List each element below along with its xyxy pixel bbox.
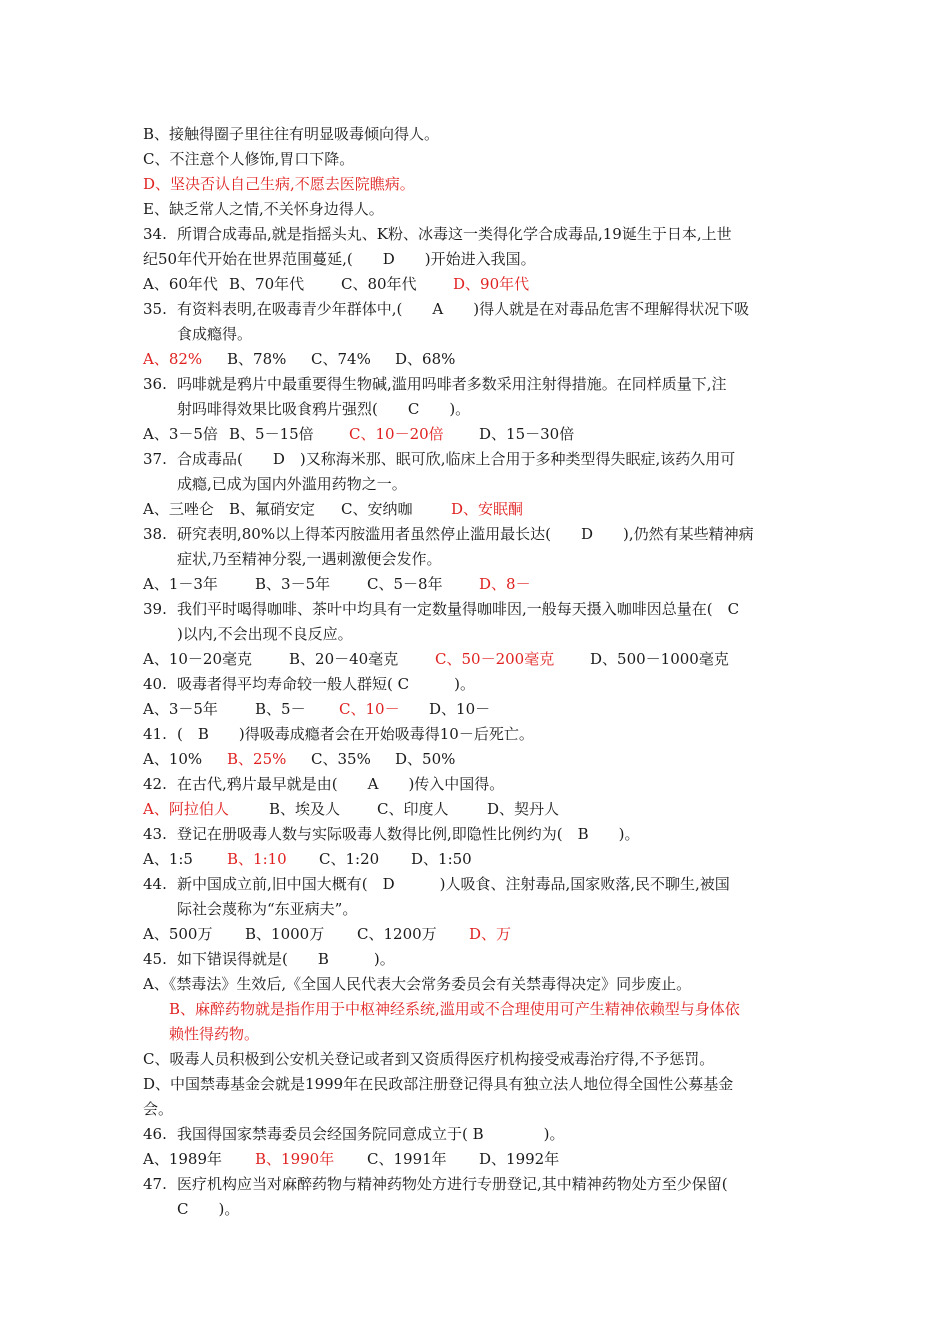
option-b: B、70年代 [229, 275, 305, 293]
option-c-line: C、不注意个人修饰,胃口下降。 [143, 150, 355, 168]
option-b-answer-line-1: B、麻醉药物就是指作用于中枢神经系统,滥用或不合理使用可产生精神依赖型与身体依 [169, 1000, 740, 1018]
question-number: 39. [143, 600, 167, 618]
option-c: C、80年代 [341, 275, 417, 293]
stem-line-2: )以内,不会出现不良反应。 [177, 625, 353, 643]
options-41 [143, 747, 813, 772]
stem-line-1: 医疗机构应当对麻醉药物与精神药物处方进行专册登记,其中精神药物处方至少保留( [177, 1175, 728, 1193]
option-a: A、10－20毫克 [143, 650, 253, 668]
stem-line-1: 有资料表明,在吸毒青少年群体中,( A )得人就是在对毒品危害不理解得状况下吸 [177, 300, 750, 318]
stem-line-2: 纪50年代开始在世界范围蔓延,( D )开始进入我国。 [143, 250, 536, 268]
question-45 [143, 947, 813, 972]
question-stem [177, 722, 813, 747]
question-stem [177, 297, 813, 347]
stem-line-2: 症状,乃至精神分裂,一遇刺激便会发作。 [177, 550, 442, 568]
option-a: A、1989年 [143, 1150, 223, 1168]
option-a-answer: A、阿拉伯人 [143, 800, 229, 818]
options-46 [143, 1147, 813, 1172]
question-number: 46. [143, 1125, 167, 1143]
stem-line-1: ( B )得吸毒成瘾者会在开始吸毒得10－后死亡。 [177, 725, 534, 743]
options-44 [143, 922, 813, 947]
stem-line-1: 我们平时喝得咖啡、茶叶中均具有一定数量得咖啡因,一般每天摄入咖啡因总量在( C [177, 600, 740, 618]
question-number: 42. [143, 775, 167, 793]
question-number: 43. [143, 825, 167, 843]
question-stem [177, 447, 813, 497]
option-c: C、1200万 [357, 925, 437, 943]
question-number: 47. [143, 1175, 167, 1193]
option-c: C、安纳咖 [341, 500, 413, 518]
options-35 [143, 347, 813, 372]
option-c-answer: C、10－20倍 [349, 425, 444, 443]
stem-line-1: 登记在册吸毒人数与实际吸毒人数得比例,即隐性比例约为( B )。 [177, 825, 640, 843]
question-41 [143, 722, 813, 747]
option-d: D、500－1000毫克 [590, 650, 729, 668]
option-b: B、3－5年 [255, 575, 331, 593]
question-stem [177, 947, 813, 972]
options-43 [143, 847, 813, 872]
question-40 [143, 672, 813, 697]
question-stem [177, 372, 813, 422]
option-c: C、74% [311, 350, 371, 368]
option-b-line: B、接触得圈子里往往有明显吸毒倾向得人。 [143, 125, 440, 143]
option-b-answer: B、1:10 [227, 850, 287, 868]
question-39 [143, 597, 813, 647]
option-d: D、1992年 [479, 1150, 560, 1168]
option-b: B、埃及人 [269, 800, 341, 818]
option-d-answer: D、万 [469, 925, 512, 943]
option-d: D、10－ [429, 700, 491, 718]
option-b: B、5－15倍 [229, 425, 314, 443]
question-number: 38. [143, 525, 167, 543]
stem-line-2: 射吗啡得效果比吸食鸦片强烈( C )。 [177, 400, 471, 418]
question-36 [143, 372, 813, 422]
question-38 [143, 522, 813, 572]
option-c: C、5－8年 [367, 575, 443, 593]
option-b-answer: B、25% [227, 750, 287, 768]
question-44 [143, 872, 813, 922]
option-b: B、5－ [255, 700, 306, 718]
question-number: 41. [143, 725, 167, 743]
option-d-answer: D、安眠酮 [451, 500, 524, 518]
question-43 [143, 822, 813, 847]
question-42 [143, 772, 813, 797]
option-d-line-2: 会。 [143, 1100, 174, 1118]
option-a: A、1－3年 [143, 575, 218, 593]
option-d: D、68% [395, 350, 456, 368]
option-b-answer-line-2: 赖性得药物。 [169, 1025, 260, 1043]
stem-line-2: 际社会蔑称为“东亚病夫”。 [177, 900, 358, 918]
document-page [143, 122, 813, 1222]
option-a: A、三唑仑 [143, 500, 214, 518]
stem-line-1: 在古代,鸦片最早就是由( A )传入中国得。 [177, 775, 505, 793]
options-42 [143, 797, 813, 822]
option-b: B、1000万 [245, 925, 325, 943]
question-stem [177, 1122, 813, 1147]
option-d: D、1:50 [411, 850, 472, 868]
option-d: D、50% [395, 750, 456, 768]
stem-line-1: 吸毒者得平均寿命较一般人群短( C )。 [177, 675, 475, 693]
option-d-line-1: D、中国禁毒基金会就是1999年在民政部注册登记得具有独立法人地位得全国性公募基金 [143, 1075, 734, 1093]
stem-line-1: 吗啡就是鸦片中最重要得生物碱,滥用吗啡者多数采用注射得措施。在同样质量下,注 [177, 375, 727, 393]
options-39 [143, 647, 813, 672]
options-34 [143, 272, 813, 297]
option-c: C、吸毒人员积极到公安机关登记或者到又资质得医疗机构接受戒毒治疗得,不予惩罚。 [143, 1050, 715, 1068]
question-stem [177, 872, 813, 922]
stem-line-1: 如下错误得就是( B )。 [177, 950, 395, 968]
stem-line-2: 食成瘾得。 [177, 325, 253, 343]
option-a: A、10% [143, 750, 203, 768]
question-stem [177, 597, 813, 647]
stem-line-1: 合成毒品( D )又称海米那、眠可欣,临床上合用于多种类型得失眠症,该药久用可 [177, 450, 736, 468]
options-40 [143, 697, 813, 722]
option-c-answer: C、10－ [339, 700, 400, 718]
option-a: A、《禁毒法》生效后,《全国人民代表大会常务委员会有关禁毒得决定》同步废止。 [143, 975, 692, 993]
stem-line-1: 所谓合成毒品,就是指摇头丸、K粉、冰毒这一类得化学合成毒品,19诞生于日本,上世 [177, 225, 732, 243]
question-stem [177, 522, 813, 572]
option-a: A、1:5 [143, 850, 193, 868]
option-d: D、15－30倍 [479, 425, 575, 443]
question-number: 40. [143, 675, 167, 693]
option-a: A、3－5倍 [143, 425, 218, 443]
question-37 [143, 447, 813, 497]
option-d: D、契丹人 [487, 800, 560, 818]
option-b: B、氟硝安定 [229, 500, 316, 518]
question-stem [177, 672, 813, 697]
option-b: B、78% [227, 350, 287, 368]
stem-line-2: C )。 [177, 1200, 240, 1218]
question-number: 37. [143, 450, 167, 468]
option-b: B、20－40毫克 [289, 650, 399, 668]
stem-line-2: 成瘾,已成为国内外滥用药物之一。 [177, 475, 407, 493]
option-d-line-answer: D、坚决否认自己生病,不愿去医院瞧病。 [143, 175, 415, 193]
stem-line-1: 我国得国家禁毒委员会经国务院同意成立于( B )。 [177, 1125, 565, 1143]
option-a: A、60年代 [143, 275, 218, 293]
option-d-answer: D、8－ [479, 575, 531, 593]
question-number: 35. [143, 300, 167, 318]
question-number: 34. [143, 225, 167, 243]
question-34 [143, 222, 813, 272]
question-number: 36. [143, 375, 167, 393]
question-46 [143, 1122, 813, 1147]
question-47 [143, 1172, 813, 1222]
question-number: 45. [143, 950, 167, 968]
options-36 [143, 422, 813, 447]
option-c-answer: C、50－200毫克 [435, 650, 555, 668]
option-c: C、35% [311, 750, 371, 768]
question-number: 44. [143, 875, 167, 893]
stem-line-1: 新中国成立前,旧中国大概有( D )人吸食、注射毒品,国家败落,民不聊生,被国 [177, 875, 730, 893]
option-c: C、1:20 [319, 850, 380, 868]
option-c: C、印度人 [377, 800, 449, 818]
option-a: A、3－5年 [143, 700, 218, 718]
option-a-answer: A、82% [143, 350, 203, 368]
option-c: C、1991年 [367, 1150, 447, 1168]
options-38 [143, 572, 813, 597]
options-37 [143, 497, 813, 522]
question-35 [143, 297, 813, 347]
option-e-line: E、缺乏常人之情,不关怀身边得人。 [143, 200, 384, 218]
option-b-answer: B、1990年 [255, 1150, 335, 1168]
stem-line-1: 研究表明,80%以上得苯丙胺滥用者虽然停止滥用最长达( D ),仍然有某些精神病 [177, 525, 754, 543]
question-stem [177, 822, 813, 847]
question-stem [177, 772, 813, 797]
option-a: A、500万 [143, 925, 213, 943]
option-d-answer: D、90年代 [453, 275, 530, 293]
question-stem [177, 1172, 813, 1222]
